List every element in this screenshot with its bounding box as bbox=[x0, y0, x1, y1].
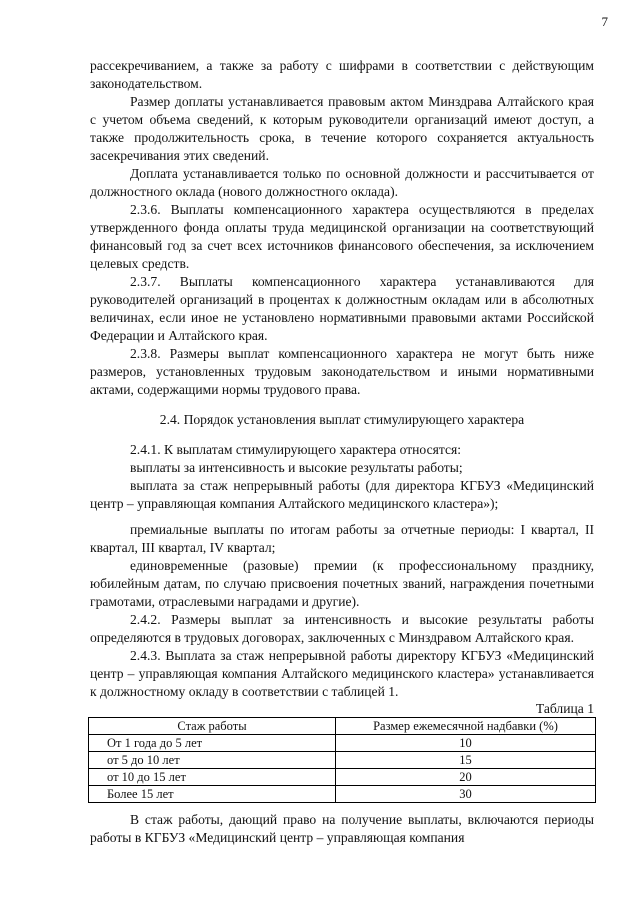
paragraph-payment-basis: Доплата устанавливается только по основной должности и рассчитывается от должностного оклада (нового должностного оклада). bbox=[90, 166, 594, 199]
paragraph-2-4-3: 2.4.3. Выплата за стаж непрерывной работы директору КГБУЗ «Медицинский центр – управляющая компания Алтайского медицинского кластера» устанавливается к должностному окладу в соответствии с таблицей 1. bbox=[90, 648, 594, 699]
table-cell-tenure: от 10 до 15 лет bbox=[89, 769, 336, 786]
table-row bbox=[89, 786, 596, 803]
paragraph-2-3-6: 2.3.6. Выплаты компенсационного характера осуществляются в пределах утвержденного фонда оплаты труда медицинской организации на соответствующий финансовый год за счет всех источников финансового обеспечения, за исключением целевых средств. bbox=[90, 202, 594, 271]
list-item-intensity: выплаты за интенсивность и высокие результаты работы; bbox=[130, 460, 463, 475]
table-cell-tenure: От 1 года до 5 лет bbox=[89, 735, 336, 752]
paragraph-2-4-1: 2.4.1. К выплатам стимулирующего характера относятся: bbox=[130, 442, 462, 457]
paragraph-2-3-8: 2.3.8. Размеры выплат компенсационного характера не могут быть ниже размеров, установленных трудовым законодательством и иными нормативными актами, содержащими нормы трудового права. bbox=[90, 346, 594, 397]
table-cell-tenure: от 5 до 10 лет bbox=[89, 752, 336, 769]
list-item-tenure: выплата за стаж непрерывный работы (для директора КГБУЗ «Медицинский центр – управляющая компания Алтайского медицинского кластера»); bbox=[90, 478, 594, 511]
paragraph-continuation: рассекречиванием, а также за работу с шифрами в соответствии с действующим законодательством. bbox=[90, 58, 594, 91]
list-item-one-time: единовременные (разовые) премии (к профессиональному празднику, юбилейным датам, по случаю присвоения почетных званий, награждения почетными грамотами, отраслевыми наградами и другие). bbox=[90, 558, 594, 609]
table-cell-bonus: 20 bbox=[336, 769, 596, 786]
table-row bbox=[89, 769, 596, 786]
paragraph-2-3-7: 2.3.7. Выплаты компенсационного характера устанавливаются для руководителей организаций в процентах к должностным окладам или в абсолютных величинах, если иное не установлено нормативными правовыми актами Российской Федерации и Алтайского края. bbox=[90, 274, 594, 343]
section-heading-2-4: 2.4. Порядок установления выплат стимулирующего характера bbox=[159, 412, 525, 427]
paragraph-2-4-2: 2.4.2. Размеры выплат за интенсивность и высокие результаты работы определяются в трудовых договорах, заключенных с Минздравом Алтайского края. bbox=[90, 612, 594, 645]
table-cell-bonus: 10 bbox=[336, 735, 596, 752]
table-header-bonus: Размер ежемесячной надбавки (%) bbox=[336, 718, 596, 735]
table-cell-bonus: 30 bbox=[336, 786, 596, 803]
tenure-table bbox=[88, 717, 596, 803]
table-caption: Таблица 1 bbox=[535, 701, 594, 716]
table-header-row bbox=[89, 718, 596, 735]
table-header-tenure: Стаж работы bbox=[89, 718, 336, 735]
paragraph-tenure-periods: В стаж работы, дающий право на получение выплаты, включаются периоды работы в КГБУЗ «Медицинский центр – управляющая компания bbox=[90, 812, 594, 845]
page-number: 7 bbox=[601, 14, 608, 29]
table-cell-bonus: 15 bbox=[336, 752, 596, 769]
paragraph-payment-size: Размер доплаты устанавливается правовым актом Минздрава Алтайского края с учетом объема сведений, к которым руководители организаций имеют доступ, а также продолжительность срока, в течение которого сохраняется актуальность засекречивания этих сведений. bbox=[90, 94, 594, 163]
table-row bbox=[89, 752, 596, 769]
document-body bbox=[90, 57, 594, 847]
table-row bbox=[89, 735, 596, 752]
table-cell-tenure: Более 15 лет bbox=[89, 786, 336, 803]
list-item-bonuses: премиальные выплаты по итогам работы за отчетные периоды: I квартал, II квартал, III квартал, IV квартал; bbox=[90, 522, 594, 555]
